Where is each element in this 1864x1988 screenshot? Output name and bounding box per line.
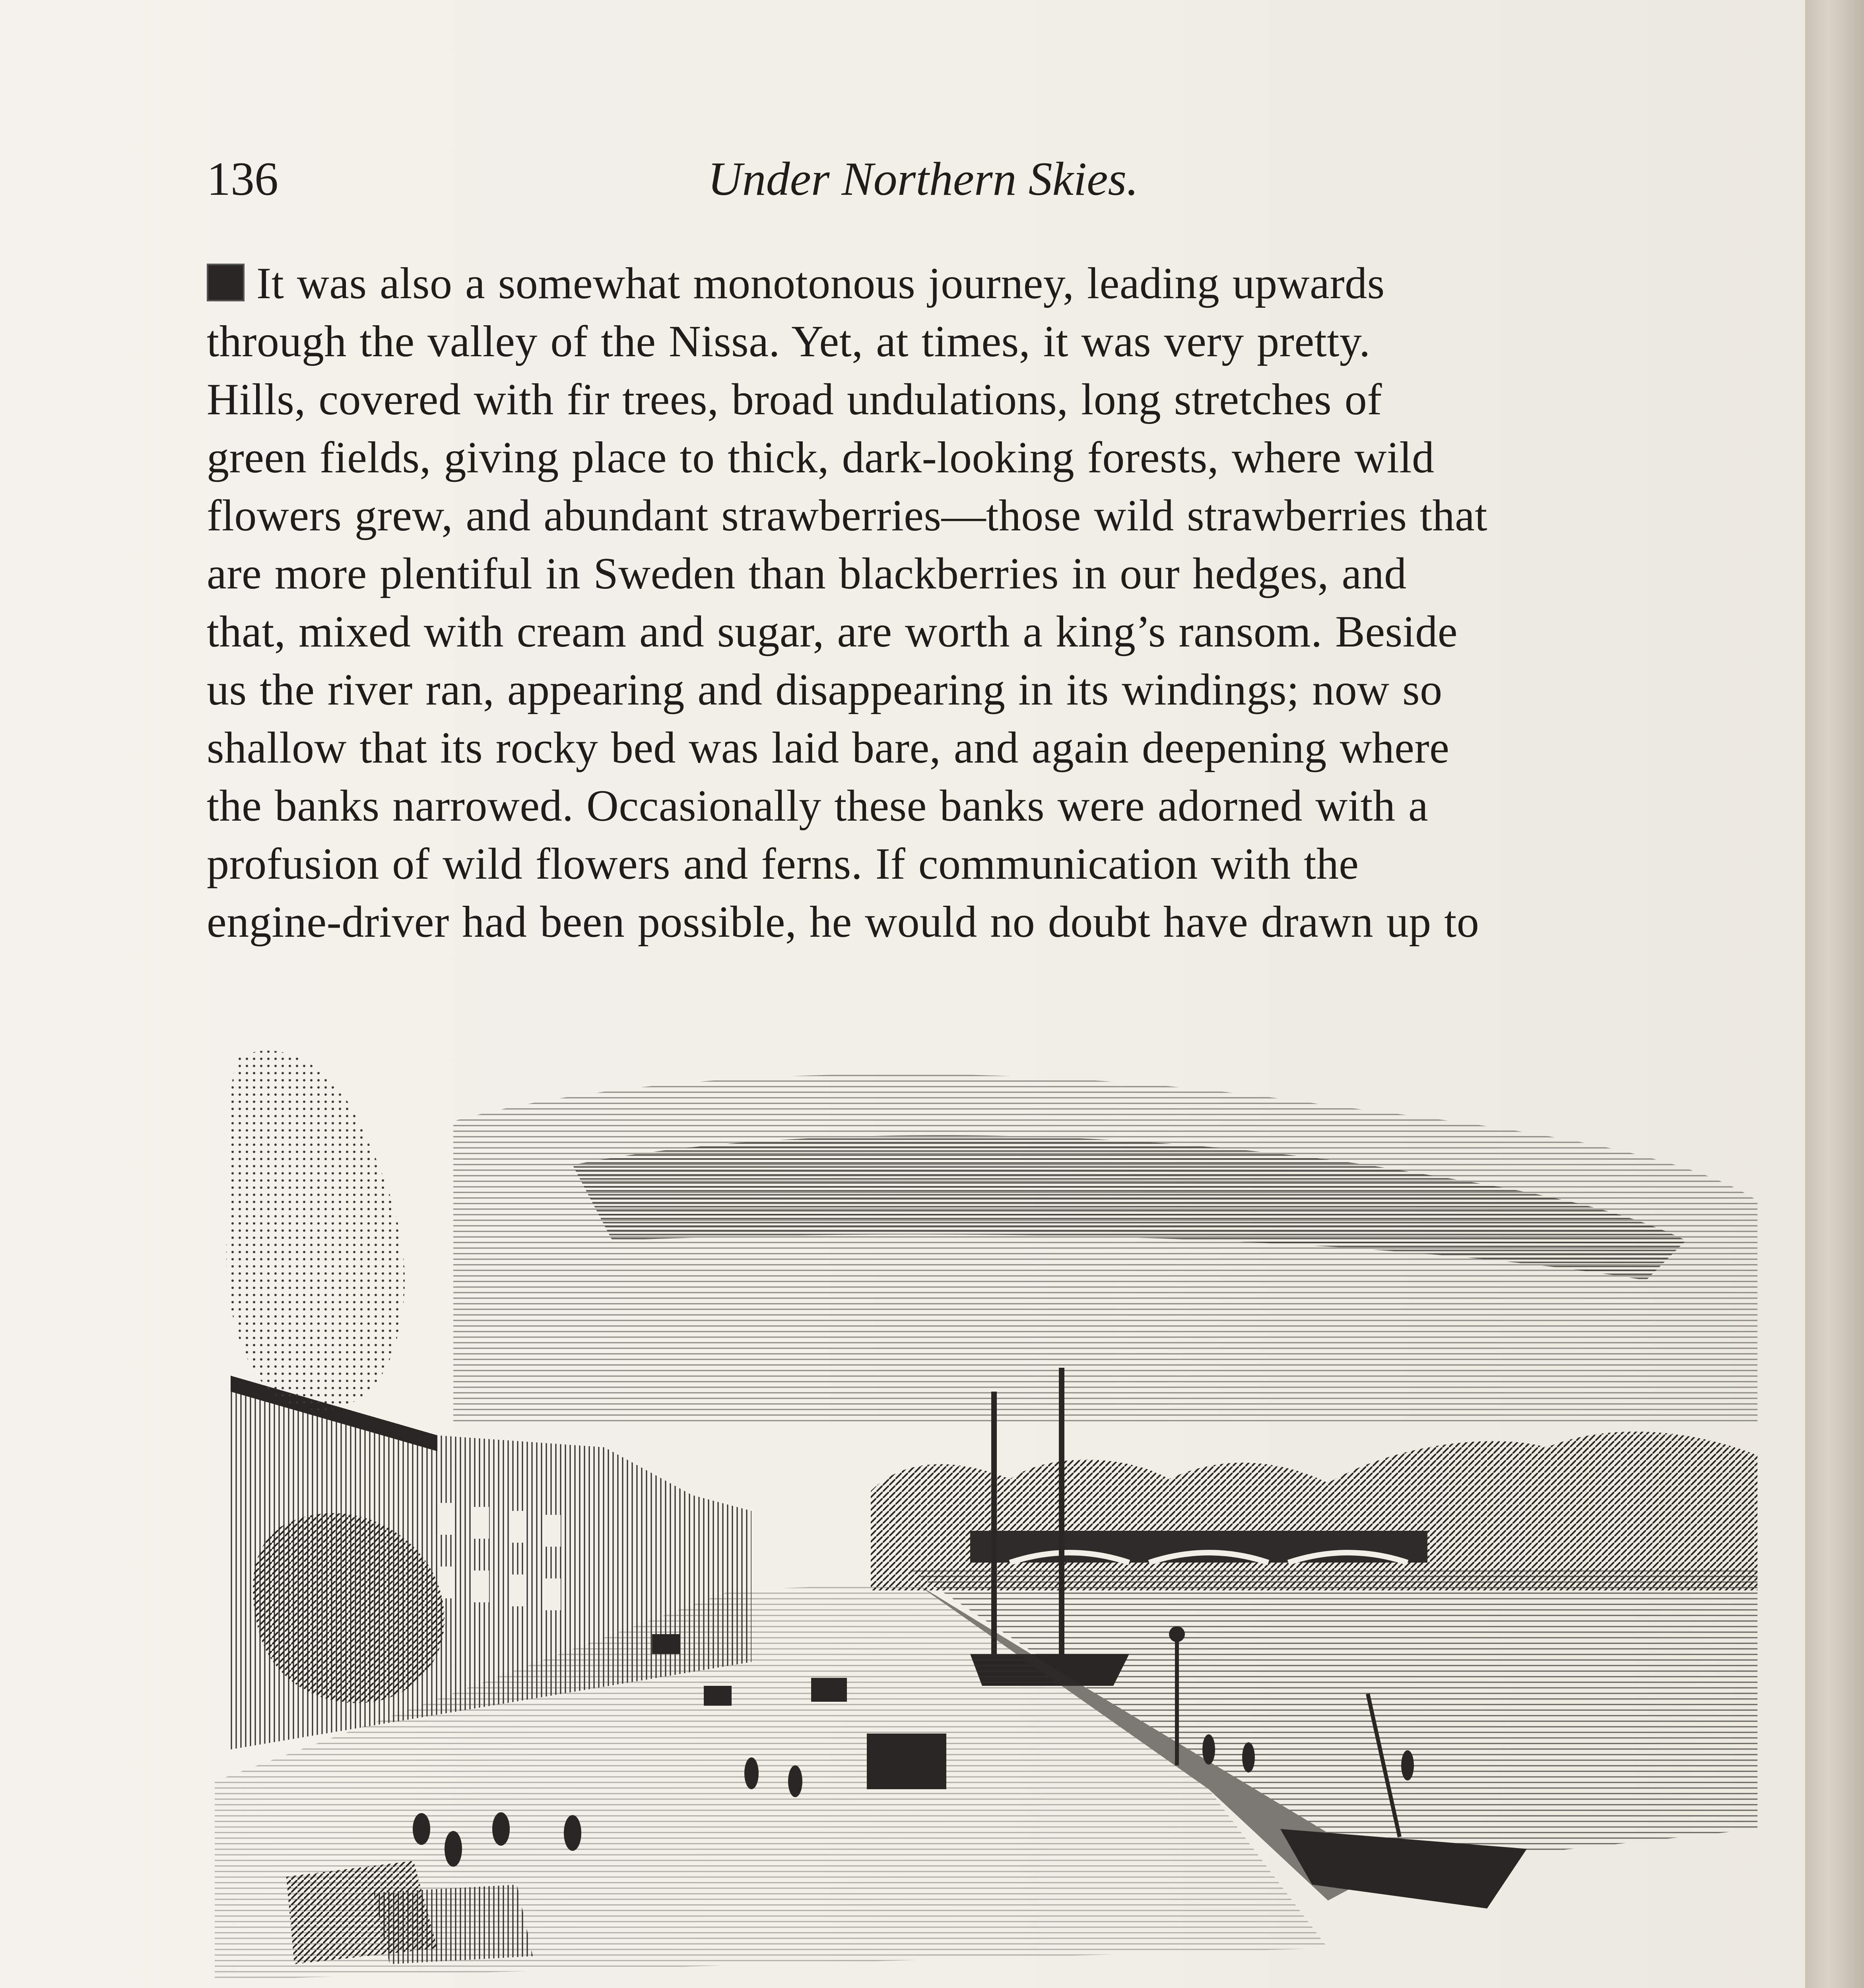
halmstad-engraving [215, 1034, 1757, 1988]
text-line: flowers grew, and abundant strawberries—those wild strawberries that [207, 491, 1487, 540]
running-title: Under Northern Skies. [708, 152, 1139, 205]
paragraph-1 [207, 254, 1765, 951]
page-edge [1805, 0, 1864, 1988]
drop-cap-ornament [207, 264, 245, 301]
text-line: us the river ran, appearing and disappearing in its windings; now so [207, 665, 1443, 714]
text-line: shallow that its rocky bed was laid bare, and again deepening where [207, 723, 1450, 773]
tree-line [871, 1432, 1757, 1590]
text-line-content: It was also a somewhat monotonous journey, leading upwards [256, 259, 1385, 308]
text-line: green fields, giving place to thick, dark-looking forests, where wild [207, 433, 1435, 482]
text-line: are more plentiful in Sweden than blackberries in our hedges, and [207, 549, 1407, 598]
tree-foliage [226, 1050, 405, 1410]
text-line: engine-driver had been possible, he would no doubt have drawn up to [207, 897, 1480, 947]
text-line: through the valley of the Nissa. Yet, at times, it was very pretty. [207, 317, 1371, 366]
lamp [1169, 1626, 1185, 1642]
text-line [207, 254, 1765, 313]
text-line: the banks narrowed. Occasionally these banks were adorned with a [207, 781, 1429, 831]
page-header [207, 143, 1765, 215]
text-line: profusion of wild flowers and ferns. If communication with the [207, 839, 1359, 889]
text-line: that, mixed with cream and sugar, are worth a king’s ransom. Beside [207, 607, 1458, 656]
text-line: Hills, covered with fir trees, broad undulations, long stretches of [207, 375, 1382, 424]
page-number: 136 [207, 152, 278, 205]
crates [374, 1885, 533, 1964]
